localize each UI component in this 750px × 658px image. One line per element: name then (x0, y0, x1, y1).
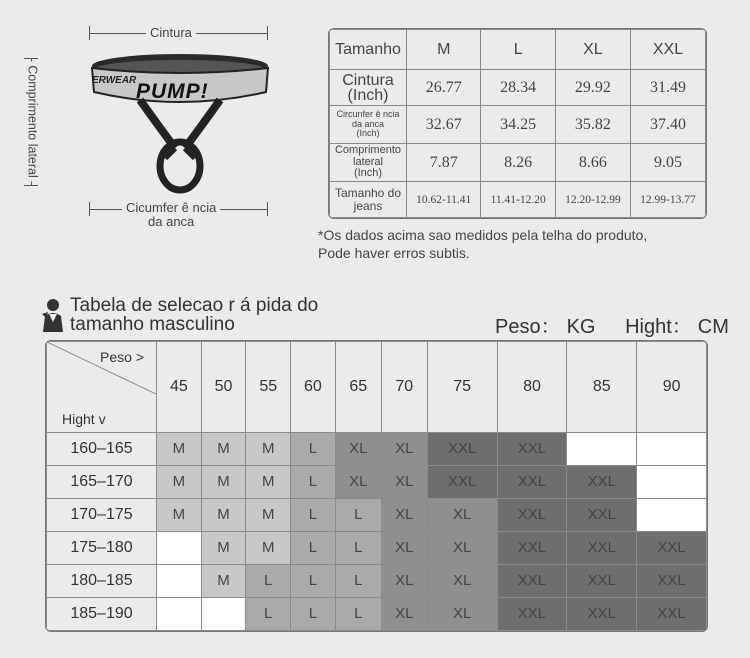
size-cell: XL (335, 432, 381, 465)
weight-header-cell: 45 (157, 342, 202, 433)
size-cell: XXL (637, 531, 707, 564)
size-header-cell: XL (555, 30, 630, 70)
weight-header-cell: 65 (335, 342, 381, 433)
size-cell: XL (427, 597, 497, 630)
row-label-line: lateral (353, 155, 383, 168)
size-cell: XL (381, 531, 427, 564)
size-table-row (330, 106, 706, 144)
size-cell (201, 597, 246, 630)
size-cell: XXL (497, 597, 567, 630)
size-cell: XXL (567, 597, 637, 630)
size-header-cell: L (481, 30, 555, 70)
size-cell: L (291, 564, 336, 597)
size-cell (157, 597, 202, 630)
size-cell: XXL (567, 564, 637, 597)
row-label-line: jeans (353, 198, 383, 213)
size-cell: XXL (497, 564, 567, 597)
weight-header-cell: 75 (427, 342, 497, 433)
weight-header-cell: 60 (291, 342, 336, 433)
height-label: 175–180 (47, 531, 157, 564)
size-cell: M (201, 531, 246, 564)
size-cell: L (291, 465, 336, 498)
height-label: 180–185 (47, 564, 157, 597)
hip-label (122, 201, 220, 229)
size-value: 12.20-12.99 (555, 182, 630, 218)
row-label-line: Comprimento (334, 144, 402, 157)
size-value: 11.41-12.20 (481, 182, 555, 218)
size-cell: L (291, 432, 336, 465)
height-label: 160–165 (47, 432, 157, 465)
size-table-row (330, 70, 706, 106)
size-value: 35.82 (555, 106, 630, 144)
note-line: *Os dados acima sao medidos pela telha do produto, (318, 227, 648, 243)
size-value: 28.34 (481, 70, 555, 106)
size-cell: XXL (567, 498, 637, 531)
size-cell: M (246, 465, 291, 498)
size-cell (567, 432, 637, 465)
row-label-line: da anca (351, 118, 385, 129)
size-cell: XL (381, 498, 427, 531)
size-cell: XXL (497, 465, 567, 498)
title-line: Tabela de selecao r á pida do (70, 295, 319, 316)
size-cell: XXL (497, 531, 567, 564)
size-table-row (330, 144, 706, 182)
size-cell: M (201, 564, 246, 597)
size-cell (157, 531, 202, 564)
size-value: 29.92 (555, 70, 630, 106)
height-row (47, 465, 707, 498)
size-cell: XL (381, 465, 427, 498)
size-cell: M (246, 531, 291, 564)
size-cell: M (201, 465, 246, 498)
size-cell: XXL (427, 432, 497, 465)
height-row (47, 498, 707, 531)
size-cell: M (157, 465, 202, 498)
corner-cell (47, 342, 157, 433)
size-value: 9.05 (630, 144, 705, 182)
weight-header-cell: 70 (381, 342, 427, 433)
size-cell (157, 564, 202, 597)
hip-label-line1: Cicumfer ê ncia (126, 200, 217, 215)
size-cell: XXL (567, 531, 637, 564)
size-cell: XXL (497, 432, 567, 465)
height-unit-label: Hight： (625, 316, 692, 338)
size-cell (637, 465, 707, 498)
measurement-note (318, 226, 647, 262)
size-cell: L (246, 597, 291, 630)
row-label (330, 70, 407, 106)
size-value: 7.87 (407, 144, 481, 182)
size-table-row (330, 182, 706, 218)
size-cell: XL (335, 465, 381, 498)
size-cell: L (291, 531, 336, 564)
size-cell: XXL (637, 597, 707, 630)
size-cell: XL (381, 564, 427, 597)
size-table-header (330, 30, 706, 70)
weight-header-cell: 80 (497, 342, 567, 433)
size-cell: XL (427, 531, 497, 564)
size-cell: L (246, 564, 291, 597)
corner-weight-label: Peso > (100, 349, 144, 365)
size-measurement-table (328, 28, 707, 219)
size-value: 34.25 (481, 106, 555, 144)
size-cell: L (291, 597, 336, 630)
size-header-cell: XXL (630, 30, 705, 70)
size-cell (637, 432, 707, 465)
weight-header-cell: 85 (567, 342, 637, 433)
quick-selection-title (70, 296, 318, 334)
underwear-illustration (85, 48, 275, 198)
height-row (47, 432, 707, 465)
size-cell: XXL (637, 564, 707, 597)
row-label-line: (Inch) (353, 167, 383, 180)
side-length-label (24, 62, 41, 182)
height-label: 165–170 (47, 465, 157, 498)
row-label-line: Circunfer ê ncia (336, 109, 400, 120)
weight-unit: KG (566, 316, 596, 338)
size-cell: M (246, 432, 291, 465)
size-header-cell: M (407, 30, 481, 70)
title-line: tamanho masculino (70, 314, 235, 335)
height-label: 170–175 (47, 498, 157, 531)
person-icon (40, 298, 66, 332)
size-value: 10.62-11.41 (407, 182, 481, 218)
size-cell: XL (381, 597, 427, 630)
size-cell: M (157, 432, 202, 465)
height-row (47, 597, 707, 630)
size-selection-grid (45, 340, 708, 632)
row-label (330, 182, 407, 218)
note-line: Pode haver erros subtis. (318, 245, 470, 261)
row-label (330, 144, 407, 182)
height-row (47, 531, 707, 564)
size-cell: XXL (497, 498, 567, 531)
size-cell: M (246, 498, 291, 531)
band-logo: PUMP! (136, 80, 209, 103)
weight-unit-label: Peso： (495, 316, 561, 338)
size-cell (637, 498, 707, 531)
size-value: 8.66 (555, 144, 630, 182)
height-row (47, 564, 707, 597)
row-label-line: Cintura (342, 71, 394, 89)
size-cell: L (335, 564, 381, 597)
size-cell: L (291, 498, 336, 531)
row-label (330, 106, 407, 144)
height-label: 185–190 (47, 597, 157, 630)
size-value: 12.99-13.77 (630, 182, 705, 218)
size-cell: XXL (427, 465, 497, 498)
weight-header-cell: 55 (246, 342, 291, 433)
size-value: 31.49 (630, 70, 705, 106)
size-cell: M (157, 498, 202, 531)
size-value: 37.40 (630, 106, 705, 144)
size-cell: XXL (567, 465, 637, 498)
size-header-cell: Tamanho (330, 30, 407, 70)
size-value: 32.67 (407, 106, 481, 144)
row-label-line: (Inch) (347, 86, 389, 104)
corner-height-label: Hight v (62, 410, 106, 427)
row-label-line: Tamanho do (334, 185, 402, 200)
weight-header-cell: 90 (637, 342, 707, 433)
side-length-text: Comprimento lateral (25, 65, 40, 178)
row-label-line: (Inch) (356, 128, 380, 139)
weight-header-row (47, 342, 707, 433)
size-cell: XL (427, 564, 497, 597)
size-value: 26.77 (407, 70, 481, 106)
hip-label-line2: da anca (148, 214, 195, 229)
height-unit: CM (697, 316, 729, 338)
size-cell: XL (381, 432, 427, 465)
size-cell: XL (427, 498, 497, 531)
size-cell: M (201, 432, 246, 465)
size-value: 8.26 (481, 144, 555, 182)
size-cell: L (335, 531, 381, 564)
weight-header-cell: 50 (201, 342, 246, 433)
band-text-left: ERWEAR (92, 75, 137, 86)
size-cell: L (335, 597, 381, 630)
size-cell: L (335, 498, 381, 531)
units-legend (495, 310, 735, 339)
size-cell: M (201, 498, 246, 531)
waist-label: Cintura (146, 25, 196, 40)
